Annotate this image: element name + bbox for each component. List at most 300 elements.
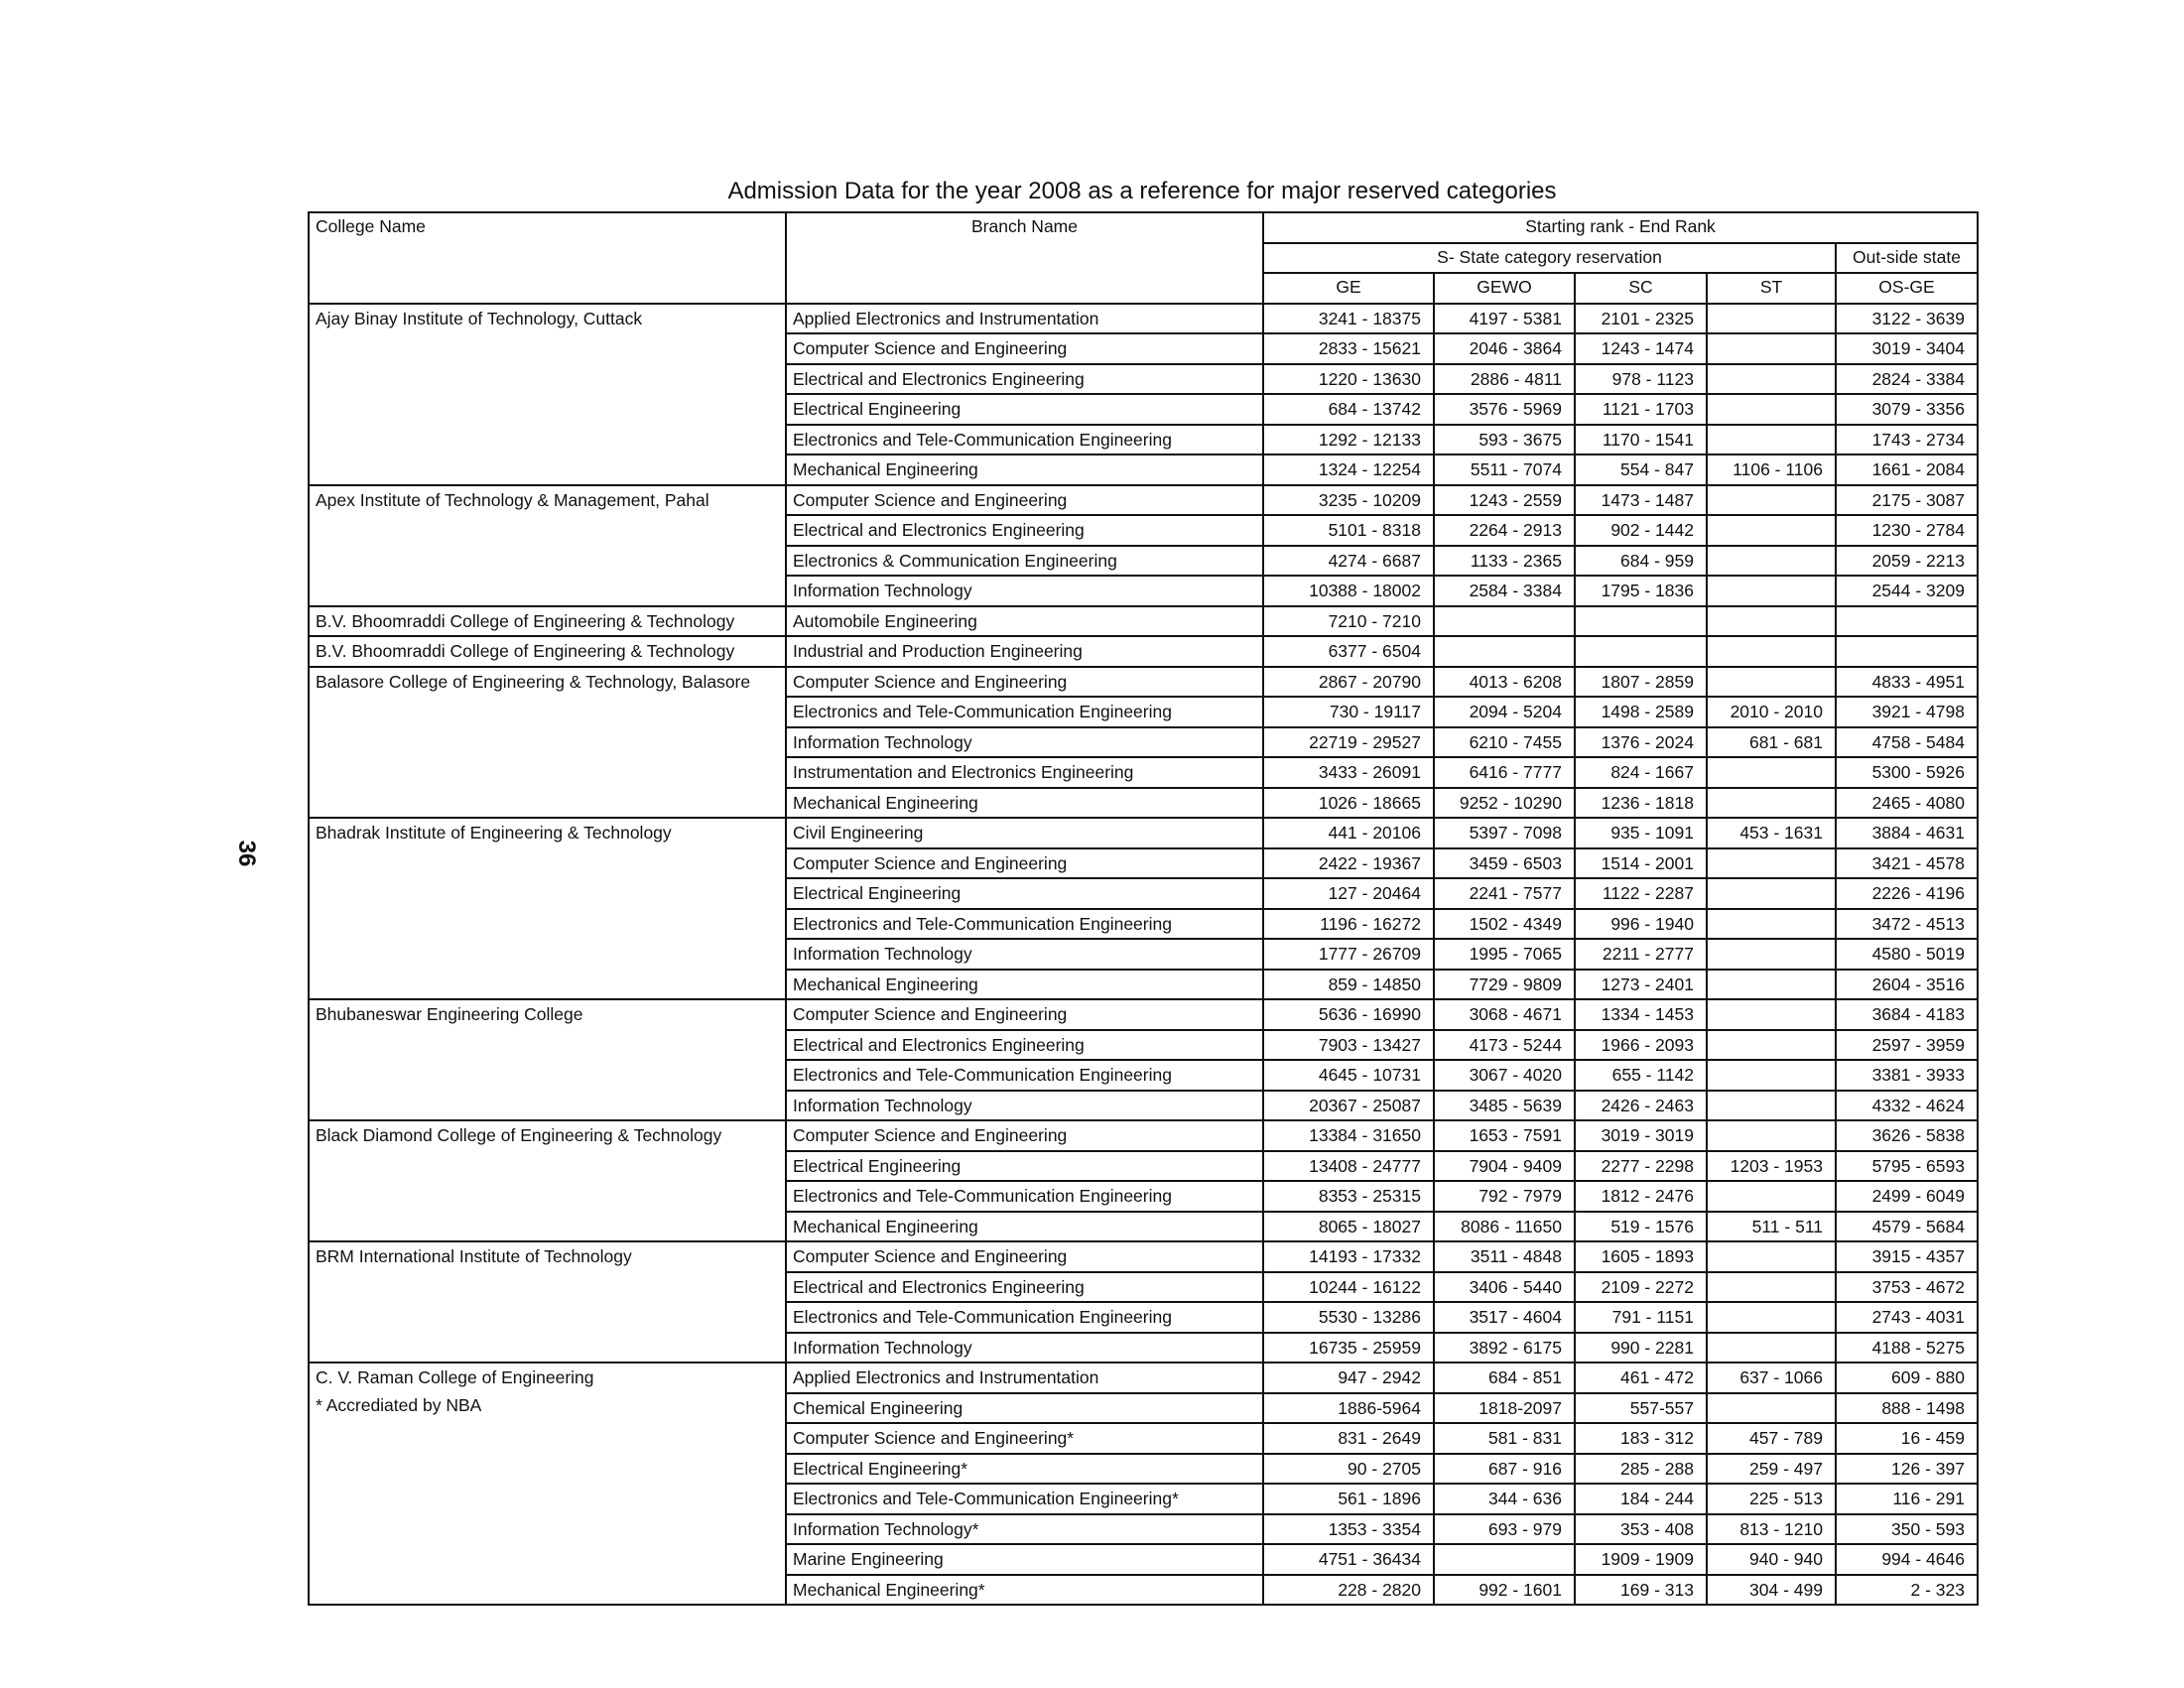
osge-rank-cell (1836, 606, 1978, 637)
st-rank-cell (1707, 1302, 1836, 1333)
ge-rank-cell: 16735 - 25959 (1263, 1333, 1434, 1363)
st-rank-cell (1707, 364, 1836, 395)
sc-rank-cell: 1498 - 2589 (1575, 697, 1707, 727)
ge-rank-cell: 10388 - 18002 (1263, 576, 1434, 606)
st-rank-cell (1707, 546, 1836, 577)
ge-rank-cell: 13384 - 31650 (1263, 1120, 1434, 1151)
branch-name-cell: Electrical and Electronics Engineering (786, 515, 1263, 546)
sc-rank-cell: 2426 - 2463 (1575, 1091, 1707, 1121)
ge-rank-cell: 13408 - 24777 (1263, 1151, 1434, 1182)
osge-rank-cell: 2597 - 3959 (1836, 1030, 1978, 1061)
gewo-rank-cell: 2886 - 4811 (1434, 364, 1575, 395)
branch-name-cell: Electronics and Tele-Communication Engineering (786, 425, 1263, 455)
sc-rank-cell: 1236 - 1818 (1575, 788, 1707, 819)
ge-rank-cell: 1777 - 26709 (1263, 939, 1434, 970)
sc-rank-cell: 1376 - 2024 (1575, 727, 1707, 758)
college-name: Black Diamond College of Engineering & Technology (316, 1125, 722, 1145)
gewo-rank-cell (1434, 606, 1575, 637)
st-rank-cell (1707, 515, 1836, 546)
college-name: B.V. Bhoomraddi College of Engineering & Technology (316, 641, 735, 661)
sc-rank-cell: 461 - 472 (1575, 1363, 1707, 1393)
st-rank-cell (1707, 1181, 1836, 1212)
st-rank-cell: 813 - 1210 (1707, 1514, 1836, 1545)
branch-name-cell: Industrial and Production Engineering (786, 636, 1263, 667)
accreditation-note: * Accrediated by NBA (316, 1395, 482, 1415)
page-number: 36 (233, 840, 260, 867)
ge-rank-cell: 441 - 20106 (1263, 818, 1434, 848)
st-rank-cell (1707, 1241, 1836, 1272)
osge-rank-cell (1836, 636, 1978, 667)
table-row (309, 485, 1978, 516)
sc-rank-cell: 1170 - 1541 (1575, 425, 1707, 455)
osge-rank-cell: 4580 - 5019 (1836, 939, 1978, 970)
college-name-cell (309, 606, 786, 637)
st-rank-cell: 225 - 513 (1707, 1484, 1836, 1514)
osge-rank-cell: 3381 - 3933 (1836, 1060, 1978, 1091)
ge-rank-cell: 2867 - 20790 (1263, 667, 1434, 698)
sc-rank-cell: 2109 - 2272 (1575, 1272, 1707, 1303)
branch-name-cell: Electrical Engineering (786, 1151, 1263, 1182)
st-rank-cell: 940 - 940 (1707, 1544, 1836, 1575)
branch-name-cell: Computer Science and Engineering (786, 667, 1263, 698)
college-name: C. V. Raman College of Engineering (316, 1367, 594, 1387)
ge-rank-cell: 4274 - 6687 (1263, 546, 1434, 577)
gewo-rank-cell: 1502 - 4349 (1434, 909, 1575, 940)
branch-name-cell: Information Technology (786, 1091, 1263, 1121)
branch-name-cell: Automobile Engineering (786, 606, 1263, 637)
branch-name-cell: Electronics and Tele-Communication Engineering* (786, 1484, 1263, 1514)
ge-rank-cell: 20367 - 25087 (1263, 1091, 1434, 1121)
sc-rank-cell: 996 - 1940 (1575, 909, 1707, 940)
sc-rank-cell: 1273 - 2401 (1575, 970, 1707, 1000)
ge-rank-cell: 14193 - 17332 (1263, 1241, 1434, 1272)
sc-rank-cell: 1334 - 1453 (1575, 999, 1707, 1030)
gewo-rank-cell: 3517 - 4604 (1434, 1302, 1575, 1333)
osge-rank-cell: 3684 - 4183 (1836, 999, 1978, 1030)
college-name: B.V. Bhoomraddi College of Engineering & Technology (316, 610, 735, 631)
osge-header: OS-GE (1836, 273, 1978, 304)
gewo-rank-cell (1434, 1544, 1575, 1575)
branch-name-cell: Information Technology (786, 1333, 1263, 1363)
st-rank-cell: 304 - 499 (1707, 1575, 1836, 1606)
st-rank-cell (1707, 333, 1836, 364)
table-row (309, 1363, 1978, 1393)
sc-rank-cell: 1807 - 2859 (1575, 667, 1707, 698)
gewo-rank-cell: 693 - 979 (1434, 1514, 1575, 1545)
osge-rank-cell: 5795 - 6593 (1836, 1151, 1978, 1182)
table-body (309, 304, 1978, 1606)
gewo-rank-cell: 8086 - 11650 (1434, 1212, 1575, 1242)
branch-name-cell: Civil Engineering (786, 818, 1263, 848)
gewo-rank-cell: 3406 - 5440 (1434, 1272, 1575, 1303)
gewo-rank-cell: 792 - 7979 (1434, 1181, 1575, 1212)
branch-name-cell: Computer Science and Engineering (786, 333, 1263, 364)
ge-rank-cell: 1886-5964 (1263, 1393, 1434, 1424)
sc-rank-cell: 2277 - 2298 (1575, 1151, 1707, 1182)
gewo-rank-cell: 2584 - 3384 (1434, 576, 1575, 606)
ge-rank-cell: 1220 - 13630 (1263, 364, 1434, 395)
gewo-rank-cell: 581 - 831 (1434, 1423, 1575, 1454)
table-row (309, 667, 1978, 698)
sc-rank-cell: 1121 - 1703 (1575, 394, 1707, 425)
branch-name-cell: Electronics and Tele-Communication Engineering (786, 1302, 1263, 1333)
gewo-rank-cell: 3485 - 5639 (1434, 1091, 1575, 1121)
gewo-rank-cell: 687 - 916 (1434, 1454, 1575, 1485)
sc-rank-cell: 183 - 312 (1575, 1423, 1707, 1454)
college-name-cell (309, 999, 786, 1120)
ge-rank-cell: 1026 - 18665 (1263, 788, 1434, 819)
st-rank-cell (1707, 909, 1836, 940)
osge-rank-cell: 2499 - 6049 (1836, 1181, 1978, 1212)
sc-rank-cell: 902 - 1442 (1575, 515, 1707, 546)
st-rank-cell (1707, 1272, 1836, 1303)
ge-rank-cell: 8353 - 25315 (1263, 1181, 1434, 1212)
college-name-cell (309, 818, 786, 999)
gewo-header: GEWO (1434, 273, 1575, 304)
osge-rank-cell: 2175 - 3087 (1836, 485, 1978, 516)
gewo-rank-cell: 5511 - 7074 (1434, 454, 1575, 485)
ge-rank-cell: 3433 - 26091 (1263, 757, 1434, 788)
st-rank-cell: 2010 - 2010 (1707, 697, 1836, 727)
sc-rank-cell: 1795 - 1836 (1575, 576, 1707, 606)
branch-name-header: Branch Name (786, 212, 1263, 304)
table-title: Admission Data for the year 2008 as a reference for major reserved categories (727, 178, 1557, 204)
branch-name-cell: Information Technology* (786, 1514, 1263, 1545)
table-row (309, 999, 1978, 1030)
gewo-rank-cell: 9252 - 10290 (1434, 788, 1575, 819)
ge-rank-cell: 10244 - 16122 (1263, 1272, 1434, 1303)
branch-name-cell: Electrical Engineering* (786, 1454, 1263, 1485)
gewo-rank-cell: 1133 - 2365 (1434, 546, 1575, 577)
gewo-rank-cell: 593 - 3675 (1434, 425, 1575, 455)
sc-rank-cell: 824 - 1667 (1575, 757, 1707, 788)
st-rank-cell (1707, 425, 1836, 455)
gewo-rank-cell: 684 - 851 (1434, 1363, 1575, 1393)
table-header (309, 212, 1978, 304)
st-rank-cell (1707, 1091, 1836, 1121)
branch-name-cell: Computer Science and Engineering (786, 999, 1263, 1030)
sc-rank-cell: 935 - 1091 (1575, 818, 1707, 848)
branch-name-cell: Electrical Engineering (786, 394, 1263, 425)
sc-rank-cell: 2101 - 2325 (1575, 304, 1707, 334)
gewo-rank-cell: 4173 - 5244 (1434, 1030, 1575, 1061)
st-header: ST (1707, 273, 1836, 304)
branch-name-cell: Computer Science and Engineering (786, 848, 1263, 879)
gewo-rank-cell: 3459 - 6503 (1434, 848, 1575, 879)
table-row (309, 818, 1978, 848)
ge-rank-cell: 5636 - 16990 (1263, 999, 1434, 1030)
ge-rank-cell: 7903 - 13427 (1263, 1030, 1434, 1061)
gewo-rank-cell: 344 - 636 (1434, 1484, 1575, 1514)
ge-rank-cell: 730 - 19117 (1263, 697, 1434, 727)
sc-rank-cell: 169 - 313 (1575, 1575, 1707, 1606)
osge-rank-cell: 2059 - 2213 (1836, 546, 1978, 577)
osge-rank-cell: 3915 - 4357 (1836, 1241, 1978, 1272)
gewo-rank-cell: 4013 - 6208 (1434, 667, 1575, 698)
sc-rank-cell: 285 - 288 (1575, 1454, 1707, 1485)
sc-rank-cell: 655 - 1142 (1575, 1060, 1707, 1091)
sc-rank-cell: 1605 - 1893 (1575, 1241, 1707, 1272)
ge-rank-cell: 3241 - 18375 (1263, 304, 1434, 334)
gewo-rank-cell: 2264 - 2913 (1434, 515, 1575, 546)
ge-rank-cell: 228 - 2820 (1263, 1575, 1434, 1606)
osge-rank-cell: 3079 - 3356 (1836, 394, 1978, 425)
osge-rank-cell: 5300 - 5926 (1836, 757, 1978, 788)
branch-name-cell: Instrumentation and Electronics Engineering (786, 757, 1263, 788)
ge-rank-cell: 6377 - 6504 (1263, 636, 1434, 667)
ge-rank-cell: 859 - 14850 (1263, 970, 1434, 1000)
ge-rank-cell: 3235 - 10209 (1263, 485, 1434, 516)
college-name: BRM International Institute of Technology (316, 1246, 632, 1266)
st-rank-cell (1707, 1333, 1836, 1363)
ge-rank-cell: 947 - 2942 (1263, 1363, 1434, 1393)
sc-rank-cell: 1909 - 1909 (1575, 1544, 1707, 1575)
osge-rank-cell: 4188 - 5275 (1836, 1333, 1978, 1363)
osge-rank-cell: 126 - 397 (1836, 1454, 1978, 1485)
gewo-rank-cell: 3576 - 5969 (1434, 394, 1575, 425)
branch-name-cell: Computer Science and Engineering (786, 485, 1263, 516)
ge-rank-cell: 2422 - 19367 (1263, 848, 1434, 879)
osge-rank-cell: 350 - 593 (1836, 1514, 1978, 1545)
osge-rank-cell: 2 - 323 (1836, 1575, 1978, 1606)
sc-rank-cell (1575, 606, 1707, 637)
osge-rank-cell: 2544 - 3209 (1836, 576, 1978, 606)
sc-rank-cell: 990 - 2281 (1575, 1333, 1707, 1363)
branch-name-cell: Electrical Engineering (786, 878, 1263, 909)
osge-rank-cell: 2226 - 4196 (1836, 878, 1978, 909)
college-name-header: College Name (309, 212, 786, 304)
sc-header: SC (1575, 273, 1707, 304)
osge-rank-cell: 609 - 880 (1836, 1363, 1978, 1393)
college-name: Ajay Binay Institute of Technology, Cuttack (316, 308, 643, 328)
st-rank-cell (1707, 878, 1836, 909)
osge-rank-cell: 3122 - 3639 (1836, 304, 1978, 334)
ge-rank-cell: 2833 - 15621 (1263, 333, 1434, 364)
sc-rank-cell: 978 - 1123 (1575, 364, 1707, 395)
branch-name-cell: Marine Engineering (786, 1544, 1263, 1575)
sc-rank-cell: 791 - 1151 (1575, 1302, 1707, 1333)
st-rank-cell (1707, 394, 1836, 425)
ge-rank-cell: 5530 - 13286 (1263, 1302, 1434, 1333)
branch-name-cell: Electronics and Tele-Communication Engineering (786, 1181, 1263, 1212)
osge-rank-cell: 2743 - 4031 (1836, 1302, 1978, 1333)
ge-rank-cell: 5101 - 8318 (1263, 515, 1434, 546)
osge-rank-cell: 994 - 4646 (1836, 1544, 1978, 1575)
table-row (309, 636, 1978, 667)
sc-rank-cell: 1966 - 2093 (1575, 1030, 1707, 1061)
sc-rank-cell: 1473 - 1487 (1575, 485, 1707, 516)
table-row (309, 1241, 1978, 1272)
st-rank-cell (1707, 848, 1836, 879)
st-rank-cell: 511 - 511 (1707, 1212, 1836, 1242)
gewo-rank-cell: 3068 - 4671 (1434, 999, 1575, 1030)
college-name-cell (309, 1363, 786, 1605)
sc-rank-cell: 557-557 (1575, 1393, 1707, 1424)
branch-name-cell: Chemical Engineering (786, 1393, 1263, 1424)
gewo-rank-cell: 3892 - 6175 (1434, 1333, 1575, 1363)
osge-rank-cell: 3019 - 3404 (1836, 333, 1978, 364)
gewo-rank-cell: 4197 - 5381 (1434, 304, 1575, 334)
table-row (309, 304, 1978, 334)
sc-rank-cell: 1514 - 2001 (1575, 848, 1707, 879)
gewo-rank-cell: 5397 - 7098 (1434, 818, 1575, 848)
osge-rank-cell: 1661 - 2084 (1836, 454, 1978, 485)
ge-rank-cell: 1292 - 12133 (1263, 425, 1434, 455)
osge-rank-cell: 4833 - 4951 (1836, 667, 1978, 698)
st-rank-cell (1707, 667, 1836, 698)
gewo-rank-cell: 3511 - 4848 (1434, 1241, 1575, 1272)
ge-rank-cell: 7210 - 7210 (1263, 606, 1434, 637)
college-name-cell (309, 304, 786, 485)
st-rank-cell: 259 - 497 (1707, 1454, 1836, 1485)
st-rank-cell (1707, 1060, 1836, 1091)
osge-rank-cell: 2824 - 3384 (1836, 364, 1978, 395)
gewo-rank-cell: 2046 - 3864 (1434, 333, 1575, 364)
st-rank-cell (1707, 1120, 1836, 1151)
branch-name-cell: Computer Science and Engineering (786, 1120, 1263, 1151)
osge-rank-cell: 888 - 1498 (1836, 1393, 1978, 1424)
admission-table (308, 211, 1979, 1606)
gewo-rank-cell: 6416 - 7777 (1434, 757, 1575, 788)
gewo-rank-cell: 3067 - 4020 (1434, 1060, 1575, 1091)
gewo-rank-cell: 7904 - 9409 (1434, 1151, 1575, 1182)
gewo-rank-cell (1434, 636, 1575, 667)
branch-name-cell: Electronics & Communication Engineering (786, 546, 1263, 577)
gewo-rank-cell: 7729 - 9809 (1434, 970, 1575, 1000)
rank-range-header: Starting rank - End Rank (1263, 212, 1978, 243)
college-name: Bhubaneswar Engineering College (316, 1004, 583, 1024)
st-rank-cell (1707, 636, 1836, 667)
ge-rank-cell: 8065 - 18027 (1263, 1212, 1434, 1242)
sc-rank-cell: 554 - 847 (1575, 454, 1707, 485)
ge-rank-cell: 127 - 20464 (1263, 878, 1434, 909)
branch-name-cell: Mechanical Engineering (786, 454, 1263, 485)
college-name-cell (309, 667, 786, 819)
branch-name-cell: Mechanical Engineering (786, 788, 1263, 819)
st-rank-cell (1707, 939, 1836, 970)
gewo-rank-cell: 2094 - 5204 (1434, 697, 1575, 727)
ge-rank-cell: 22719 - 29527 (1263, 727, 1434, 758)
st-rank-cell (1707, 1030, 1836, 1061)
st-rank-cell: 457 - 789 (1707, 1423, 1836, 1454)
osge-rank-cell: 3884 - 4631 (1836, 818, 1978, 848)
gewo-rank-cell: 6210 - 7455 (1434, 727, 1575, 758)
osge-rank-cell: 2465 - 4080 (1836, 788, 1978, 819)
college-name: Balasore College of Engineering & Technology, Balasore (316, 671, 751, 692)
college-name-cell (309, 636, 786, 667)
table-row (309, 606, 1978, 637)
osge-rank-cell: 2604 - 3516 (1836, 970, 1978, 1000)
st-rank-cell: 681 - 681 (1707, 727, 1836, 758)
sc-rank-cell (1575, 636, 1707, 667)
st-rank-cell (1707, 485, 1836, 516)
branch-name-cell: Electrical and Electronics Engineering (786, 1030, 1263, 1061)
branch-name-cell: Information Technology (786, 576, 1263, 606)
branch-name-cell: Mechanical Engineering (786, 1212, 1263, 1242)
osge-rank-cell: 3921 - 4798 (1836, 697, 1978, 727)
st-rank-cell (1707, 999, 1836, 1030)
ge-rank-cell: 90 - 2705 (1263, 1454, 1434, 1485)
branch-name-cell: Electronics and Tele-Communication Engineering (786, 1060, 1263, 1091)
gewo-rank-cell: 1818-2097 (1434, 1393, 1575, 1424)
branch-name-cell: Applied Electronics and Instrumentation (786, 1363, 1263, 1393)
sc-rank-cell: 519 - 1576 (1575, 1212, 1707, 1242)
gewo-rank-cell: 2241 - 7577 (1434, 878, 1575, 909)
st-rank-cell: 637 - 1066 (1707, 1363, 1836, 1393)
sc-rank-cell: 184 - 244 (1575, 1484, 1707, 1514)
osge-rank-cell: 4332 - 4624 (1836, 1091, 1978, 1121)
ge-rank-cell: 1196 - 16272 (1263, 909, 1434, 940)
st-rank-cell (1707, 970, 1836, 1000)
osge-rank-cell: 3472 - 4513 (1836, 909, 1978, 940)
ge-rank-cell: 1324 - 12254 (1263, 454, 1434, 485)
branch-name-cell: Electronics and Tele-Communication Engineering (786, 909, 1263, 940)
osge-rank-cell: 4758 - 5484 (1836, 727, 1978, 758)
sc-rank-cell: 353 - 408 (1575, 1514, 1707, 1545)
ge-rank-cell: 831 - 2649 (1263, 1423, 1434, 1454)
sc-rank-cell: 1122 - 2287 (1575, 878, 1707, 909)
st-rank-cell (1707, 606, 1836, 637)
sc-rank-cell: 1812 - 2476 (1575, 1181, 1707, 1212)
ge-rank-cell: 684 - 13742 (1263, 394, 1434, 425)
osge-rank-cell: 1230 - 2784 (1836, 515, 1978, 546)
branch-name-cell: Computer Science and Engineering* (786, 1423, 1263, 1454)
st-rank-cell (1707, 757, 1836, 788)
branch-name-cell: Mechanical Engineering* (786, 1575, 1263, 1606)
out-state-header: Out-side state (1836, 243, 1978, 274)
state-reservation-header: S- State category reservation (1263, 243, 1836, 274)
osge-rank-cell: 3421 - 4578 (1836, 848, 1978, 879)
ge-header: GE (1263, 273, 1434, 304)
gewo-rank-cell: 1995 - 7065 (1434, 939, 1575, 970)
st-rank-cell: 453 - 1631 (1707, 818, 1836, 848)
gewo-rank-cell: 992 - 1601 (1434, 1575, 1575, 1606)
ge-rank-cell: 4751 - 36434 (1263, 1544, 1434, 1575)
ge-rank-cell: 4645 - 10731 (1263, 1060, 1434, 1091)
gewo-rank-cell: 1653 - 7591 (1434, 1120, 1575, 1151)
gewo-rank-cell: 1243 - 2559 (1434, 485, 1575, 516)
branch-name-cell: Information Technology (786, 727, 1263, 758)
branch-name-cell: Computer Science and Engineering (786, 1241, 1263, 1272)
st-rank-cell (1707, 304, 1836, 334)
branch-name-cell: Electrical and Electronics Engineering (786, 364, 1263, 395)
branch-name-cell: Electronics and Tele-Communication Engineering (786, 697, 1263, 727)
osge-rank-cell: 116 - 291 (1836, 1484, 1978, 1514)
college-name-cell (309, 1241, 786, 1363)
branch-name-cell: Applied Electronics and Instrumentation (786, 304, 1263, 334)
ge-rank-cell: 1353 - 3354 (1263, 1514, 1434, 1545)
branch-name-cell: Information Technology (786, 939, 1263, 970)
college-name-cell (309, 485, 786, 606)
table-row (309, 1120, 1978, 1151)
sc-rank-cell: 1243 - 1474 (1575, 333, 1707, 364)
osge-rank-cell: 1743 - 2734 (1836, 425, 1978, 455)
osge-rank-cell: 3753 - 4672 (1836, 1272, 1978, 1303)
osge-rank-cell: 16 - 459 (1836, 1423, 1978, 1454)
branch-name-cell: Electrical and Electronics Engineering (786, 1272, 1263, 1303)
st-rank-cell (1707, 576, 1836, 606)
osge-rank-cell: 4579 - 5684 (1836, 1212, 1978, 1242)
sc-rank-cell: 2211 - 2777 (1575, 939, 1707, 970)
ge-rank-cell: 561 - 1896 (1263, 1484, 1434, 1514)
osge-rank-cell: 3626 - 5838 (1836, 1120, 1978, 1151)
sc-rank-cell: 684 - 959 (1575, 546, 1707, 577)
sc-rank-cell: 3019 - 3019 (1575, 1120, 1707, 1151)
st-rank-cell: 1203 - 1953 (1707, 1151, 1836, 1182)
branch-name-cell: Mechanical Engineering (786, 970, 1263, 1000)
college-name: Bhadrak Institute of Engineering & Technology (316, 823, 672, 843)
college-name: Apex Institute of Technology & Management, Pahal (316, 489, 709, 510)
